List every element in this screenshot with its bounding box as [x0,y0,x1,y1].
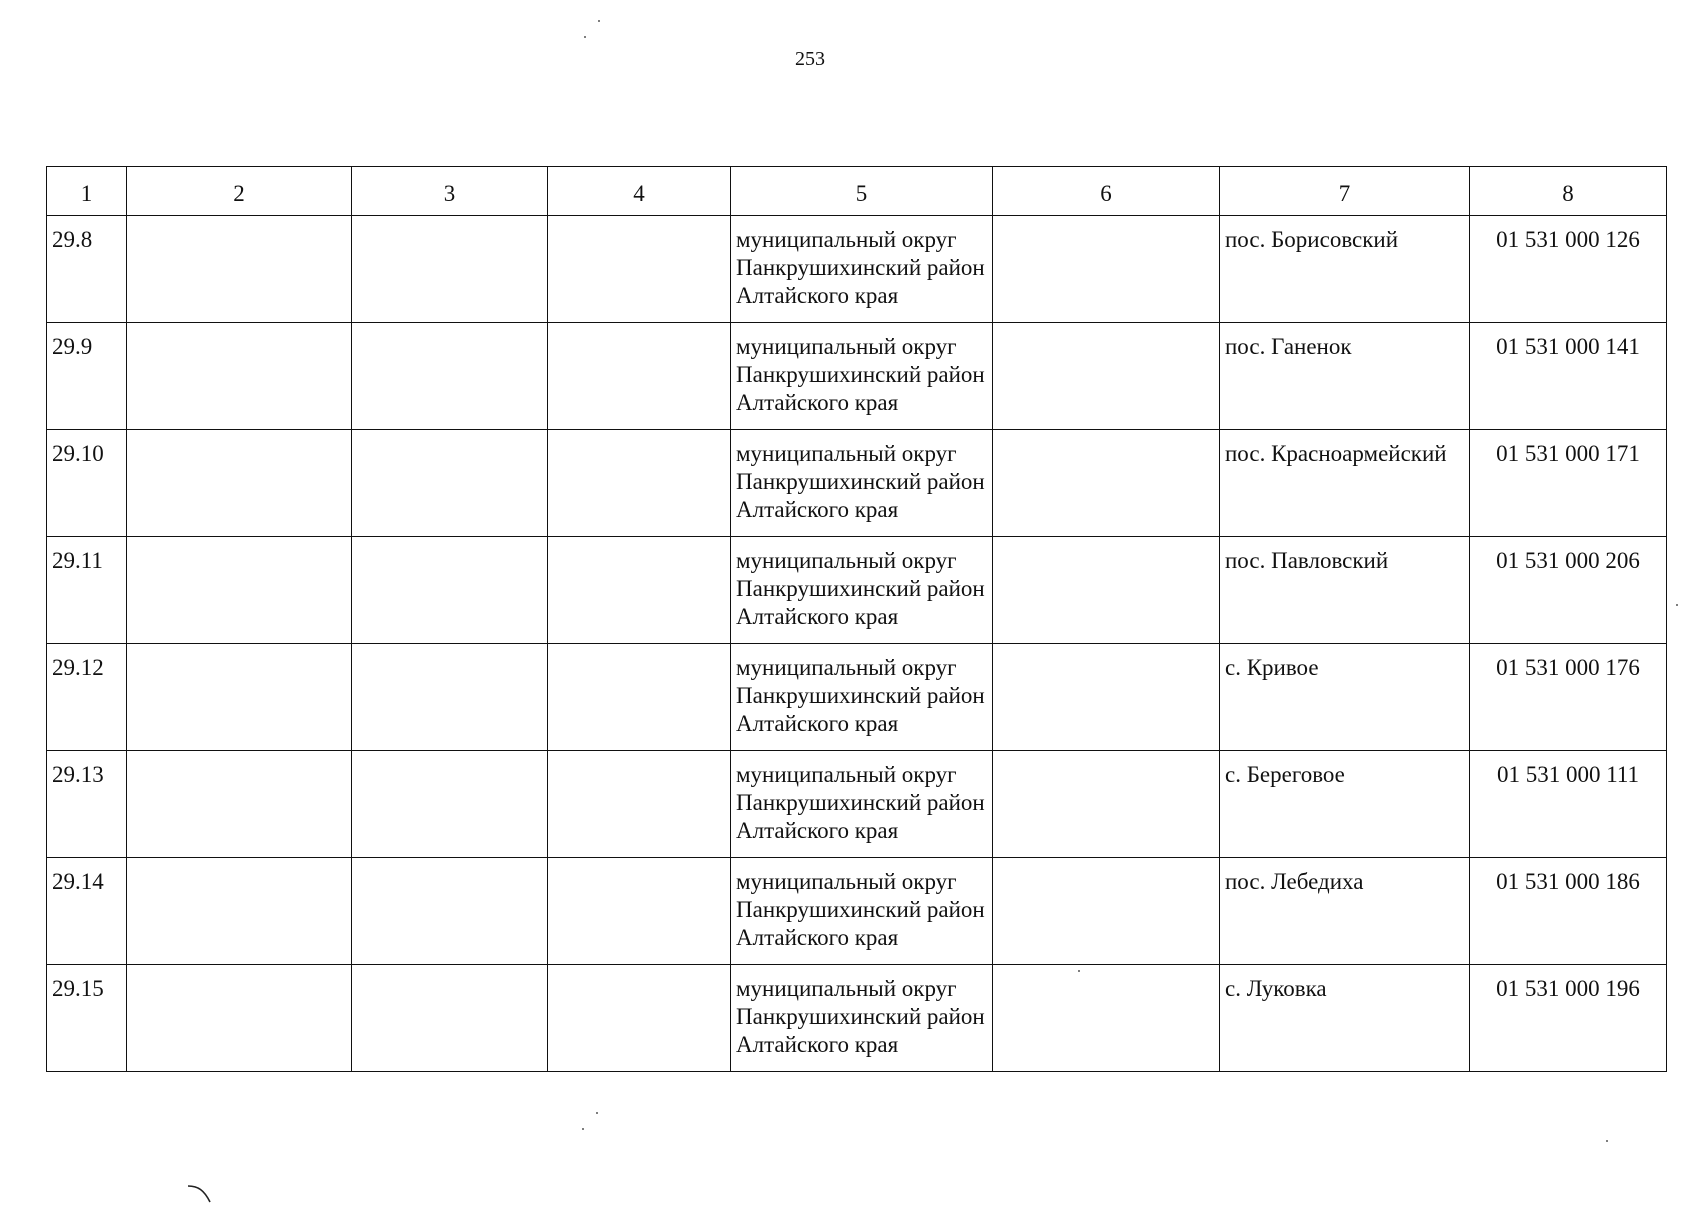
empty-cell [993,216,1220,323]
page-number: 253 [795,48,825,70]
table-header-row [47,167,1667,216]
empty-cell [548,644,731,751]
oktmo-code-cell: 01 531 000 176 [1470,644,1667,751]
settlement-cell: с. Луковка [1220,965,1470,1072]
column-header: 1 [47,167,127,216]
row-number: 29.8 [47,216,127,323]
empty-cell [993,430,1220,537]
empty-cell [352,430,548,537]
settlement-cell: с. Кривое [1220,644,1470,751]
column-header: 7 [1220,167,1470,216]
scan-speck [582,1128,584,1130]
empty-cell [993,537,1220,644]
empty-cell [127,858,352,965]
empty-cell [127,537,352,644]
row-number: 29.13 [47,751,127,858]
oktmo-code-cell: 01 531 000 141 [1470,323,1667,430]
municipality-cell: муниципальный округ Панкрушихинский район Алтайского края [731,430,993,537]
empty-cell [548,537,731,644]
column-header: 8 [1470,167,1667,216]
column-header: 5 [731,167,993,216]
municipality-cell: муниципальный округ Панкрушихинский район Алтайского края [731,751,993,858]
scan-speck [598,20,600,22]
settlement-cell: пос. Красноармейский [1220,430,1470,537]
empty-cell [127,965,352,1072]
empty-cell [352,858,548,965]
settlement-cell: пос. Павловский [1220,537,1470,644]
empty-cell [548,430,731,537]
empty-cell [993,965,1220,1072]
municipality-cell: муниципальный округ Панкрушихинский район Алтайского края [731,965,993,1072]
empty-cell [127,751,352,858]
empty-cell [548,858,731,965]
settlement-cell: пос. Лебедиха [1220,858,1470,965]
empty-cell [352,965,548,1072]
empty-cell [352,751,548,858]
empty-cell [352,216,548,323]
table-row [47,323,1667,430]
column-header: 6 [993,167,1220,216]
table-row [47,965,1667,1072]
municipality-cell: муниципальный округ Панкрушихинский район Алтайского края [731,858,993,965]
empty-cell [127,430,352,537]
row-number: 29.10 [47,430,127,537]
row-number: 29.11 [47,537,127,644]
oktmo-code-cell: 01 531 000 111 [1470,751,1667,858]
oktmo-code-cell: 01 531 000 186 [1470,858,1667,965]
empty-cell [352,644,548,751]
oktmo-code-cell: 01 531 000 206 [1470,537,1667,644]
row-number: 29.9 [47,323,127,430]
column-header: 4 [548,167,731,216]
scan-speck [1606,1140,1608,1142]
empty-cell [993,751,1220,858]
empty-cell [548,323,731,430]
table-row [47,537,1667,644]
empty-cell [352,323,548,430]
table-row [47,751,1667,858]
oktmo-code-cell: 01 531 000 171 [1470,430,1667,537]
table-row [47,216,1667,323]
scan-speck [584,36,586,38]
scan-mark [186,1180,216,1208]
table-row [47,644,1667,751]
settlement-cell: пос. Борисовский [1220,216,1470,323]
empty-cell [352,537,548,644]
scan-speck [596,1112,598,1114]
column-header: 2 [127,167,352,216]
empty-cell [548,751,731,858]
row-number: 29.14 [47,858,127,965]
municipality-cell: муниципальный округ Панкрушихинский район Алтайского края [731,537,993,644]
registry-table [46,166,1667,1072]
municipality-cell: муниципальный округ Панкрушихинский район Алтайского края [731,644,993,751]
municipality-cell: муниципальный округ Панкрушихинский район Алтайского края [731,323,993,430]
scan-speck [1078,970,1080,972]
oktmo-code-cell: 01 531 000 196 [1470,965,1667,1072]
empty-cell [993,323,1220,430]
empty-cell [993,644,1220,751]
row-number: 29.12 [47,644,127,751]
empty-cell [993,858,1220,965]
empty-cell [548,216,731,323]
empty-cell [548,965,731,1072]
empty-cell [127,644,352,751]
settlement-cell: с. Береговое [1220,751,1470,858]
settlement-cell: пос. Ганенок [1220,323,1470,430]
scan-speck [1676,604,1678,606]
empty-cell [127,323,352,430]
municipality-cell: муниципальный округ Панкрушихинский район Алтайского края [731,216,993,323]
table-row [47,430,1667,537]
table-row [47,858,1667,965]
column-header: 3 [352,167,548,216]
empty-cell [127,216,352,323]
oktmo-code-cell: 01 531 000 126 [1470,216,1667,323]
row-number: 29.15 [47,965,127,1072]
